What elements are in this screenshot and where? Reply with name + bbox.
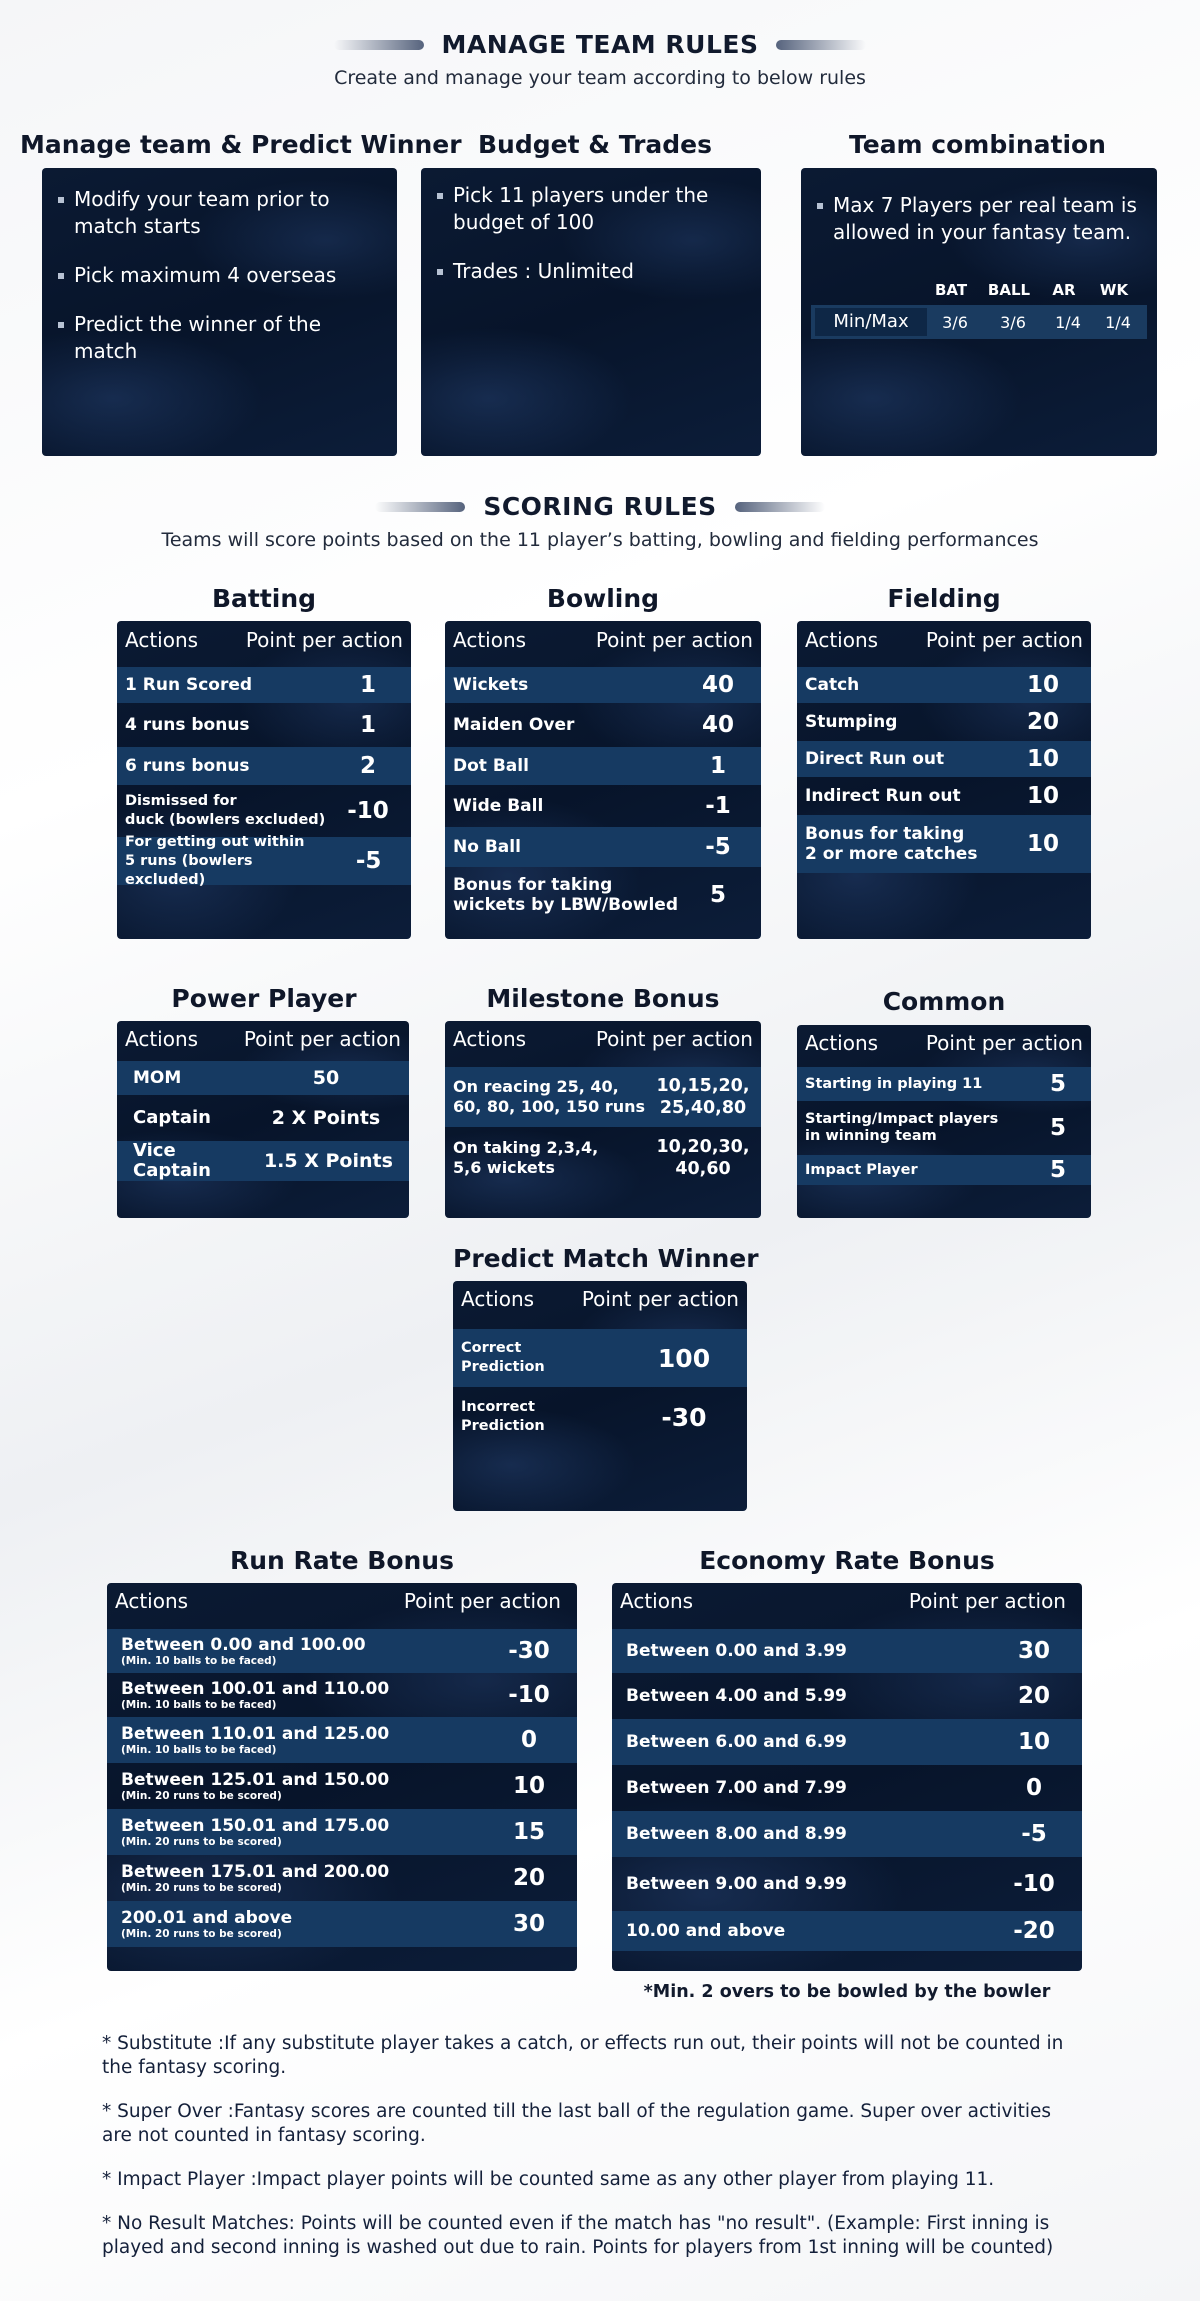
row-value: 10: [1026, 672, 1059, 698]
row-value: 10: [1026, 746, 1059, 772]
manage-rules-subtitle: Create and manage your team according to below rules: [334, 67, 866, 89]
scoring-rules-title-wrap: [375, 492, 824, 521]
combo-row: [811, 305, 1147, 339]
row-label-text: Between 110.01 and 125.00: [121, 1724, 390, 1744]
row-value: 10,15,20, 25,40,80: [656, 1076, 750, 1118]
table-row: [445, 667, 761, 703]
col-points: Point per action: [925, 1031, 1083, 1055]
col-actions: Actions: [461, 1287, 535, 1311]
row-label: Between 6.00 and 6.99: [626, 1732, 847, 1752]
table-row: [612, 1719, 1082, 1765]
table-row: [445, 867, 761, 923]
row-label-text: Between 0.00 and 100.00: [121, 1635, 366, 1655]
row-label: 6 runs bonus: [125, 756, 250, 776]
heading-bar-right: [776, 40, 866, 50]
runrate-rows: [107, 1629, 577, 1947]
col-points: Point per action: [581, 1287, 739, 1311]
table-row: [612, 1629, 1082, 1673]
row-value: 10: [1026, 783, 1059, 809]
row-label: Bonus for taking wickets by LBW/Bowled: [453, 875, 679, 915]
row-label: [121, 1679, 389, 1711]
table-row: [107, 1717, 577, 1763]
fielding-table: [797, 621, 1091, 939]
row-value: 5: [1049, 1157, 1066, 1183]
col-actions: Actions: [620, 1589, 694, 1613]
row-label: No Ball: [453, 837, 521, 857]
combo-row-label: Min/Max: [815, 308, 927, 336]
table-row: [445, 747, 761, 785]
batting-table: [117, 621, 411, 939]
row-value: 20: [1017, 1683, 1050, 1709]
row-label: Catch: [805, 675, 860, 695]
manage-item: Trades : Unlimited: [431, 258, 749, 285]
row-label: Wide Ball: [453, 796, 544, 816]
milestone-table: [445, 1021, 761, 1218]
table-row: [797, 1067, 1091, 1101]
row-value: 40: [701, 712, 734, 738]
row-value: -10: [1013, 1871, 1055, 1897]
row-label: Starting in playing 11: [805, 1075, 983, 1092]
manage-rules-title-wrap: [334, 30, 867, 59]
heading-bar-left: [334, 40, 424, 50]
row-label: [121, 1862, 389, 1894]
table-row: [445, 785, 761, 827]
row-value: -5: [705, 834, 731, 860]
manage-card-1: [421, 168, 761, 456]
row-value: 30: [512, 1911, 545, 1937]
row-label: [121, 1635, 366, 1667]
col-actions: Actions: [453, 1027, 527, 1051]
manage-card-0: [42, 168, 397, 456]
team-combination-table: [811, 281, 1147, 339]
table-row: [797, 815, 1091, 873]
row-label-text: Between 125.01 and 150.00: [121, 1770, 390, 1790]
manage-list-1: [431, 182, 749, 285]
table-row: [117, 1061, 409, 1095]
row-value: 30: [1017, 1638, 1050, 1664]
table-row: [612, 1765, 1082, 1811]
row-label: Direct Run out: [805, 749, 945, 769]
table-row: [445, 827, 761, 867]
note-super-over: * Super Over :Fantasy scores are counted till the last ball of the regulation game. Super over activities are not counted in fantasy scoring.: [102, 2101, 1052, 2146]
col-points: Point per action: [245, 628, 403, 652]
row-label: 4 runs bonus: [125, 715, 250, 735]
row-label: Between 9.00 and 9.99: [626, 1874, 847, 1894]
row-value: 10: [1017, 1729, 1050, 1755]
economy-footnote: *Min. 2 overs to be bowled by the bowler: [643, 1982, 1051, 2002]
manage-item: Max 7 Players per real team is allowed in your fantasy team.: [811, 192, 1145, 246]
col-points: Point per action: [925, 628, 1083, 652]
row-note: (Min. 20 runs to be scored): [121, 1882, 282, 1894]
milestone-title: Milestone Bonus: [486, 984, 720, 1013]
table-row: [445, 1127, 761, 1189]
predict-rows: [453, 1329, 747, 1447]
manage-rules-title: MANAGE TEAM RULES: [441, 30, 759, 59]
combo-header: BALL: [987, 281, 1031, 299]
combo-value: 1/4: [1105, 312, 1131, 332]
table-row: [445, 703, 761, 747]
table-row: [107, 1855, 577, 1901]
row-label: Stumping: [805, 712, 898, 732]
combo-value: 1/4: [1055, 312, 1081, 332]
row-label-text: 200.01 and above: [121, 1908, 293, 1928]
row-label: On taking 2,3,4, 5,6 wickets: [453, 1138, 599, 1177]
row-value: 100: [657, 1343, 711, 1373]
table-row: [612, 1911, 1082, 1951]
table-row: [117, 703, 411, 747]
manage-item: Modify your team prior to match starts: [52, 186, 385, 240]
table-row: [117, 833, 411, 888]
row-value: 2: [359, 753, 376, 779]
table-row: [797, 667, 1091, 703]
power-rows: [117, 1061, 409, 1181]
row-label: [121, 1816, 389, 1848]
row-value: -30: [661, 1402, 707, 1432]
note-impact-player: * Impact Player :Impact player points will be counted same as any other player from playing 11.: [102, 2169, 995, 2190]
row-value: 10: [512, 1773, 545, 1799]
row-value: 5: [1049, 1115, 1066, 1141]
note-no-result: * No Result Matches: Points will be counted even if the match has "no result". (Example: First inning is played and second inning is washed out due to rain. Points for players from 1st inning will be counted): [102, 2213, 1054, 2258]
heading-bar-right: [735, 502, 825, 512]
col-points: Point per action: [403, 1589, 561, 1613]
row-label: Indirect Run out: [805, 786, 961, 806]
power-table: [117, 1021, 409, 1218]
row-label: Impact Player: [805, 1161, 918, 1178]
row-label: Vice Captain: [133, 1140, 211, 1181]
row-value: 10,20,30, 40,60: [656, 1137, 750, 1179]
row-label-text: Between 175.01 and 200.00: [121, 1862, 390, 1882]
row-label: Between 4.00 and 5.99: [626, 1686, 847, 1706]
row-value: 0: [1025, 1775, 1042, 1801]
combo-value: 3/6: [1000, 312, 1026, 332]
table-header: [612, 1583, 1082, 1619]
common-table: [797, 1025, 1091, 1218]
row-value: -20: [1013, 1918, 1055, 1944]
table-header: [445, 621, 761, 659]
table-header: [445, 1021, 761, 1057]
table-header: [797, 1025, 1091, 1061]
row-value: 40: [701, 672, 734, 698]
table-row: [107, 1809, 577, 1855]
runrate-table: [107, 1583, 577, 1971]
row-label: Starting/Impact players in winning team: [805, 1111, 999, 1144]
batting-rows: [117, 667, 411, 888]
col-actions: Actions: [125, 628, 199, 652]
manage-card-title-2: Team combination: [849, 130, 1106, 159]
notes-section: [102, 2032, 1082, 2280]
row-value: 0: [520, 1727, 537, 1753]
row-value: 1.5 X Points: [263, 1150, 393, 1172]
row-label: Bonus for taking 2 or more catches: [805, 824, 978, 864]
table-row: [107, 1901, 577, 1947]
manage-rules-header: [0, 30, 1200, 89]
table-row: [117, 667, 411, 703]
row-value: 1: [709, 753, 726, 779]
col-actions: Actions: [805, 628, 879, 652]
table-row: [797, 1155, 1091, 1185]
fielding-title: Fielding: [887, 584, 1001, 613]
table-header: [797, 621, 1091, 659]
col-points: Point per action: [595, 1027, 753, 1051]
combo-header-row: [811, 281, 1147, 299]
row-value: 1: [359, 712, 376, 738]
economy-rows: [612, 1629, 1082, 1951]
row-label: Captain: [133, 1107, 211, 1128]
table-row: [445, 1067, 761, 1127]
manage-card-2: [801, 168, 1157, 456]
table-row: [612, 1811, 1082, 1857]
row-label: Maiden Over: [453, 715, 575, 735]
table-row: [612, 1857, 1082, 1911]
table-header: [117, 621, 411, 659]
table-row: [107, 1673, 577, 1717]
row-note: (Min. 10 balls to be faced): [121, 1699, 277, 1711]
row-value: 5: [709, 882, 726, 908]
table-row: [797, 777, 1091, 815]
row-label: Between 0.00 and 3.99: [626, 1641, 847, 1661]
row-value: 20: [512, 1865, 545, 1891]
table-header: [453, 1281, 747, 1317]
manage-list-0: [52, 186, 385, 365]
combo-header: AR: [1052, 281, 1076, 299]
row-value: -10: [347, 798, 389, 824]
col-actions: Actions: [115, 1589, 189, 1613]
common-rows: [797, 1067, 1091, 1185]
row-label-text: Between 100.01 and 110.00: [121, 1679, 390, 1699]
col-actions: Actions: [805, 1031, 879, 1055]
col-points: Point per action: [595, 628, 753, 652]
scoring-rules-title: SCORING RULES: [483, 492, 717, 521]
row-label: On reacing 25, 40, 60, 80, 100, 150 runs: [453, 1077, 646, 1116]
table-row: [797, 741, 1091, 777]
row-value: 5: [1049, 1071, 1066, 1097]
heading-bar-left: [375, 502, 465, 512]
power-title: Power Player: [171, 984, 357, 1013]
manage-item: Predict the winner of the match: [52, 311, 385, 365]
table-row: [797, 703, 1091, 741]
combo-header: BAT: [934, 281, 968, 299]
row-label: 10.00 and above: [626, 1921, 786, 1941]
row-label: Wickets: [453, 675, 529, 695]
row-note: (Min. 20 runs to be scored): [121, 1790, 282, 1802]
row-note: (Min. 20 runs to be scored): [121, 1928, 282, 1940]
row-note: (Min. 20 runs to be scored): [121, 1836, 282, 1848]
table-row: [117, 785, 411, 837]
table-row: [117, 1095, 409, 1141]
note-substitute: * Substitute :If any substitute player takes a catch, or effects run out, their points will not be counted in the fantasy scoring.: [102, 2033, 1064, 2078]
fielding-rows: [797, 667, 1091, 873]
row-label: 1 Run Scored: [125, 675, 253, 695]
table-row: [797, 1101, 1091, 1155]
manage-item: Pick maximum 4 overseas: [52, 262, 385, 289]
row-label-text: Between 150.01 and 175.00: [121, 1816, 390, 1836]
row-value: -10: [508, 1682, 550, 1708]
table-header: [117, 1021, 409, 1057]
milestone-rows: [445, 1067, 761, 1189]
bowling-title: Bowling: [546, 584, 660, 613]
combo-value: 3/6: [942, 312, 968, 332]
predict-table: [453, 1281, 747, 1511]
table-row: [107, 1629, 577, 1673]
row-value: -1: [705, 793, 731, 819]
row-value: -30: [508, 1638, 550, 1664]
row-label: Between 7.00 and 7.99: [626, 1778, 847, 1798]
table-header: [107, 1583, 577, 1619]
table-row: [453, 1387, 747, 1447]
col-actions: Actions: [125, 1027, 199, 1051]
col-points: Point per action: [908, 1589, 1066, 1613]
manage-card-title-0: Manage team & Predict Winner: [20, 130, 462, 159]
row-value: 2 X Points: [271, 1107, 381, 1129]
row-note: (Min. 10 balls to be faced): [121, 1655, 277, 1667]
row-note: (Min. 10 balls to be faced): [121, 1744, 277, 1756]
row-label: Dismissed for duck (bowlers excluded): [125, 793, 326, 828]
combo-header: WK: [1099, 281, 1129, 299]
table-row: [117, 747, 411, 785]
table-row: [453, 1329, 747, 1387]
batting-title: Batting: [211, 584, 317, 613]
common-title: Common: [882, 987, 1006, 1016]
economy-table: [612, 1583, 1082, 1971]
row-label: [121, 1908, 292, 1940]
manage-item: Pick 11 players under the budget of 100: [431, 182, 749, 236]
row-value: -5: [355, 848, 382, 874]
row-label: [121, 1724, 389, 1756]
row-label: [121, 1770, 389, 1802]
row-value: 15: [512, 1819, 545, 1845]
row-label: Dot Ball: [453, 756, 529, 776]
row-label: MOM: [133, 1068, 182, 1088]
row-value: 20: [1026, 709, 1059, 735]
row-label: For getting out within 5 runs (bowlers excluded): [125, 833, 305, 888]
row-value: 10: [1026, 831, 1059, 857]
table-row: [117, 1141, 409, 1181]
bowling-rows: [445, 667, 761, 923]
table-row: [107, 1763, 577, 1809]
predict-title: Predict Match Winner: [453, 1244, 759, 1273]
col-points: Point per action: [243, 1027, 401, 1051]
scoring-rules-header: [0, 492, 1200, 551]
row-label: Between 8.00 and 8.99: [626, 1824, 847, 1844]
manage-list-2: [811, 192, 1145, 246]
bowling-table: [445, 621, 761, 939]
runrate-title: Run Rate Bonus: [230, 1546, 454, 1575]
scoring-rules-subtitle: Teams will score points based on the 11 player’s batting, bowling and fielding performances: [161, 529, 1039, 551]
table-row: [612, 1673, 1082, 1719]
economy-title: Economy Rate Bonus: [699, 1546, 995, 1575]
row-value: 50: [312, 1067, 340, 1089]
manage-card-title-1: Budget & Trades: [478, 130, 712, 159]
col-actions: Actions: [453, 628, 527, 652]
row-label: Incorrect Prediction: [461, 1399, 545, 1434]
row-label: Correct Prediction: [461, 1340, 545, 1375]
row-value: -5: [1021, 1821, 1047, 1847]
row-value: 1: [359, 672, 376, 698]
